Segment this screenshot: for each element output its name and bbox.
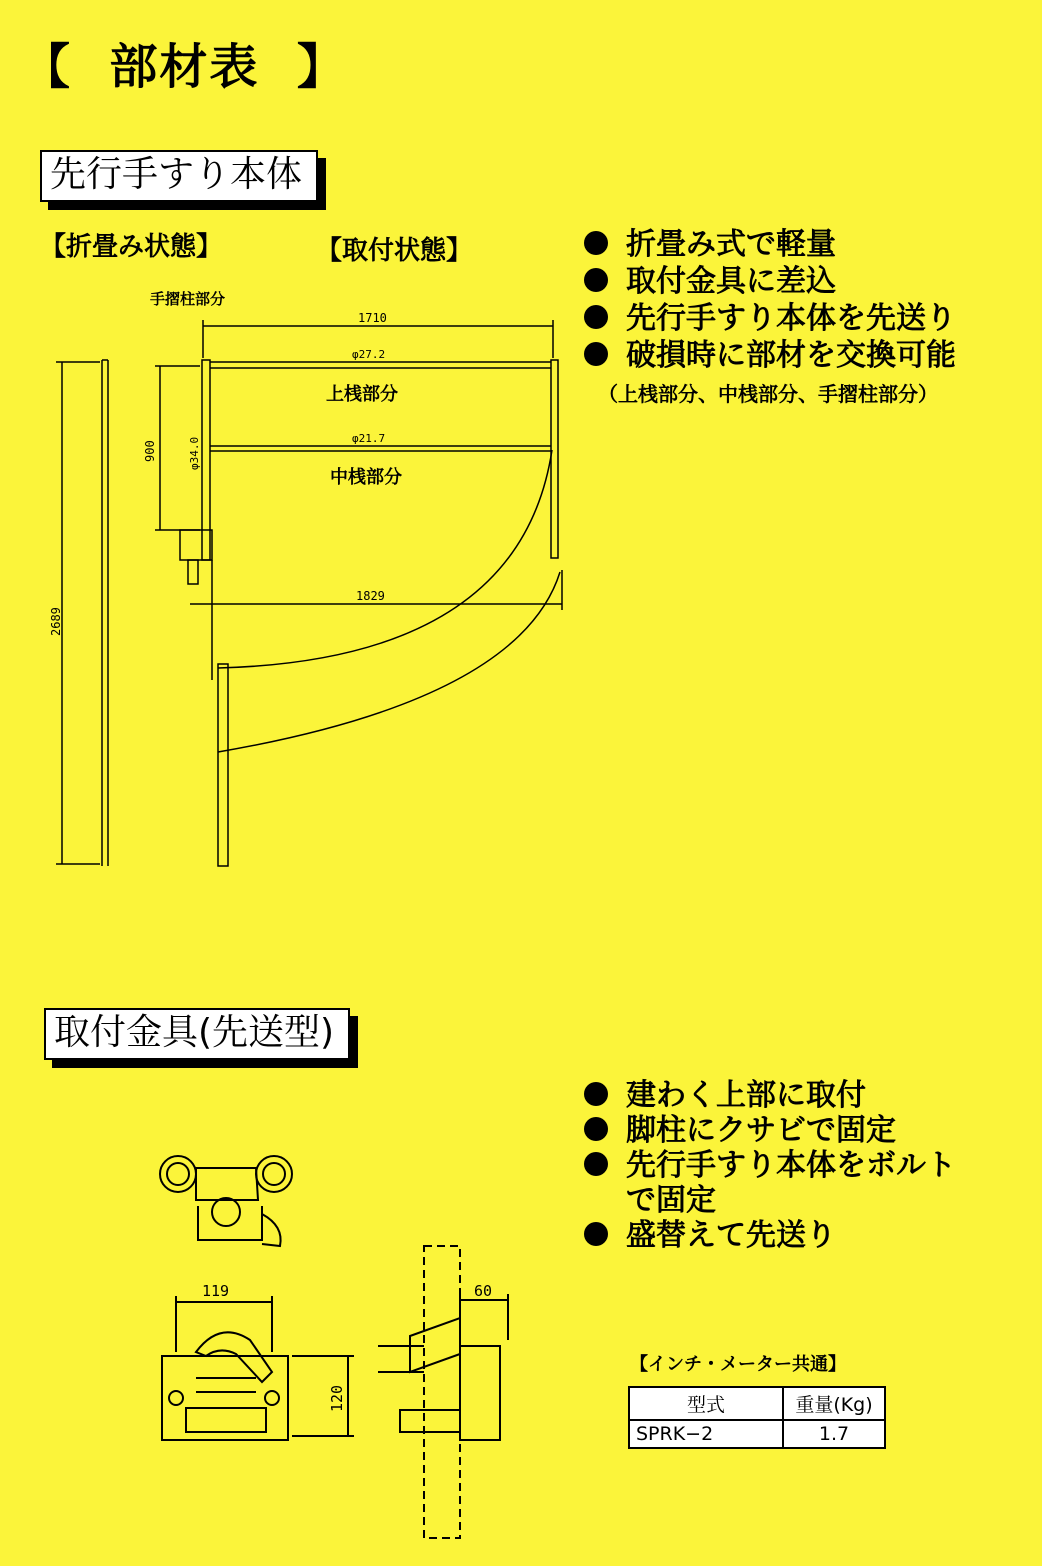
feature-item: 先行手すり本体をボルト xyxy=(584,1148,956,1183)
feature-continuation: で固定 xyxy=(626,1183,716,1218)
dim-bracket-height: 120 xyxy=(328,1384,346,1412)
dim-height: 900 xyxy=(143,440,157,462)
page-title: 【 部材表 】 xyxy=(22,39,347,95)
section-title-handrail: 先行手すり本体 xyxy=(40,150,318,202)
dim-folded-length: 2689 xyxy=(49,607,63,636)
dim-upper-pipe: φ27.2 xyxy=(352,348,386,361)
feature-item: 破損時に部材を交換可能 xyxy=(584,337,956,374)
upper-rail-label: 上桟部分 xyxy=(326,384,398,405)
spec-table xyxy=(628,1386,886,1449)
spec-table-header xyxy=(629,1387,885,1420)
dim-bottom-width: 1829 xyxy=(356,589,385,603)
middle-rail-label: 中桟部分 xyxy=(330,467,402,488)
feature-item: 取付金具に差込 xyxy=(584,263,956,300)
dim-post-pipe: φ34.0 xyxy=(188,436,201,470)
dim-middle-pipe: φ21.7 xyxy=(352,432,386,445)
feature-item: 折畳み式で軽量 xyxy=(584,226,956,263)
spec-cell-model: SPRK−2 xyxy=(629,1420,783,1448)
features-note: （上桟部分、中桟部分、手摺柱部分） xyxy=(598,382,938,406)
feature-item: 先行手すり本体を先送り xyxy=(584,300,956,337)
feature-item: 盛替えて先送り xyxy=(584,1218,956,1253)
spec-header-model: 型式 xyxy=(629,1387,783,1420)
feature-item: 脚柱にクサビで固定 xyxy=(584,1113,956,1148)
table-row xyxy=(629,1420,885,1448)
spec-header-weight: 重量(Kg) xyxy=(783,1387,885,1420)
dim-top-width: 1710 xyxy=(358,311,387,325)
section-title-bracket: 取付金具(先送型) xyxy=(44,1008,350,1060)
spec-caption: 【インチ・メーター共通】 xyxy=(630,1354,846,1375)
feature-item: 建わく上部に取付 xyxy=(584,1078,956,1113)
dim-bracket-width: 119 xyxy=(202,1282,230,1300)
post-part-label: 手摺柱部分 xyxy=(150,290,226,308)
spec-cell-weight: 1.7 xyxy=(783,1420,885,1448)
installed-state-label: 【取付状態】 xyxy=(316,236,473,266)
folded-state-label: 【折畳み状態】 xyxy=(40,232,223,262)
dim-bracket-depth: 60 xyxy=(474,1282,493,1300)
